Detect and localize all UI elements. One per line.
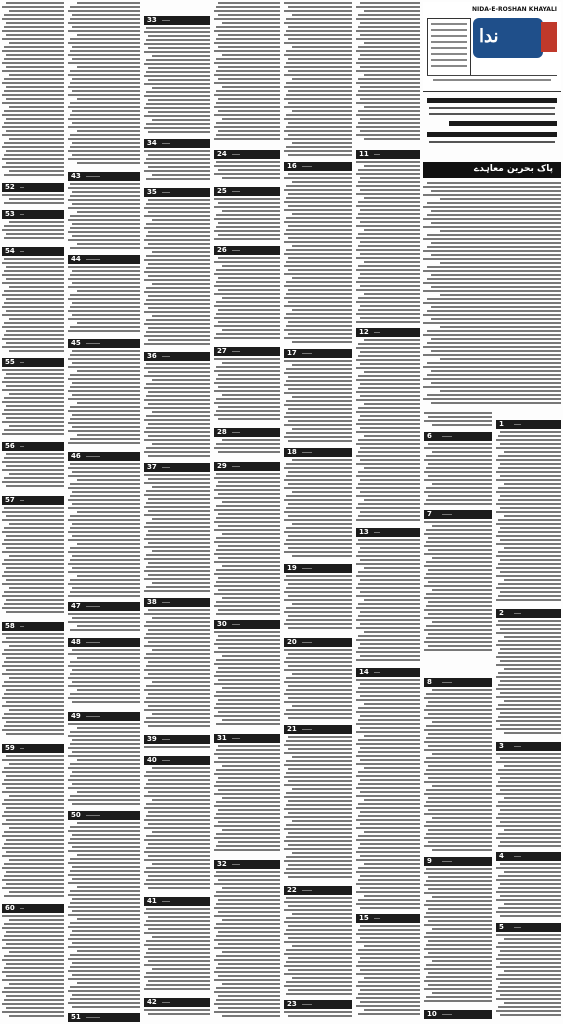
- column-text: [68, 613, 140, 635]
- column-text: [214, 161, 280, 185]
- classified-header: [2, 904, 64, 913]
- column-text: [144, 746, 210, 754]
- classified-column-8: [496, 412, 561, 1022]
- column-text: [144, 199, 210, 351]
- classified-header: [2, 744, 64, 753]
- masthead-info-box: [427, 18, 471, 76]
- classified-header: [214, 246, 280, 255]
- classified-number: 19: [287, 564, 297, 572]
- classified-number: 30: [217, 620, 227, 628]
- column-text: [2, 221, 64, 245]
- classified-header: [68, 1013, 140, 1022]
- classified-header: [214, 150, 280, 159]
- classified-header: [144, 188, 210, 197]
- classified-header: [144, 352, 210, 361]
- column-text: [68, 822, 140, 1012]
- column-text: [214, 631, 280, 731]
- classified-number: 9: [427, 857, 432, 865]
- classified-number: 26: [217, 246, 227, 254]
- newspaper-logo: ندا: [473, 18, 543, 58]
- classified-header: [356, 528, 420, 537]
- column-text: [424, 689, 492, 857]
- column-text: [284, 897, 352, 999]
- column-text: [284, 173, 352, 347]
- classified-number: 6: [427, 432, 432, 440]
- classified-number: 40: [147, 756, 157, 764]
- column-text: [496, 620, 561, 740]
- column-text: [144, 474, 210, 596]
- classified-header: [424, 510, 492, 519]
- classified-header: [284, 162, 352, 171]
- classified-number: 22: [287, 886, 297, 894]
- classified-number: 49: [71, 712, 81, 720]
- column-text: [496, 431, 561, 607]
- classified-number: 41: [147, 897, 157, 905]
- logo-badge: [541, 22, 557, 52]
- column-text: [356, 2, 420, 147]
- editorial-body: [423, 182, 561, 410]
- column-text: [424, 443, 492, 509]
- classified-column-3: [144, 2, 210, 1022]
- column-text: [214, 198, 280, 244]
- classified-header: [424, 1010, 492, 1019]
- column-text: [496, 753, 561, 851]
- classified-number: 31: [217, 734, 227, 742]
- classified-header: [214, 462, 280, 471]
- column-text: [2, 453, 64, 493]
- classified-number: 24: [217, 150, 227, 158]
- classified-column-7: [424, 412, 492, 1022]
- column-text: [2, 369, 64, 439]
- classified-number: 36: [147, 352, 157, 360]
- column-text: [144, 150, 210, 186]
- classified-number: 59: [5, 744, 15, 752]
- classified-header: [496, 923, 561, 932]
- column-text: [356, 161, 420, 327]
- classified-header: [284, 448, 352, 457]
- classified-number: 5: [499, 923, 504, 931]
- column-text: [214, 358, 280, 426]
- column-text: [68, 183, 140, 253]
- classified-header: [68, 712, 140, 721]
- classified-number: 55: [5, 358, 15, 366]
- classified-number: 39: [147, 735, 157, 743]
- classified-column-6: [356, 2, 420, 1022]
- column-text: [214, 473, 280, 619]
- classified-number: 35: [147, 188, 157, 196]
- classified-number: 27: [217, 347, 227, 355]
- classified-number: 46: [71, 452, 81, 460]
- column-text: [144, 363, 210, 461]
- classified-header: [2, 622, 64, 631]
- classified-number: 56: [5, 442, 15, 450]
- classified-number: 25: [217, 187, 227, 195]
- classified-number: 1: [499, 420, 504, 428]
- column-text: [144, 609, 210, 733]
- column-text: [284, 1011, 352, 1022]
- classified-number: 60: [5, 904, 15, 912]
- classified-header: [2, 442, 64, 451]
- classified-number: 11: [359, 150, 369, 158]
- column-text: [144, 908, 210, 996]
- classified-header: [214, 620, 280, 629]
- classified-header: [284, 638, 352, 647]
- classified-number: 32: [217, 860, 227, 868]
- column-text: [2, 194, 64, 208]
- classified-number: 7: [427, 510, 432, 518]
- column-text: [424, 521, 492, 655]
- column-text: [68, 723, 140, 809]
- classified-number: 13: [359, 528, 369, 536]
- classified-number: 23: [287, 1000, 297, 1008]
- classified-header: [2, 210, 64, 219]
- classified-number: 45: [71, 339, 81, 347]
- classified-number: 18: [287, 448, 297, 456]
- classified-header: [214, 347, 280, 356]
- column-text: [356, 539, 420, 667]
- column-text: [284, 736, 352, 884]
- classified-number: 57: [5, 496, 15, 504]
- classified-header: [2, 496, 64, 505]
- classified-header: [2, 247, 64, 256]
- classified-number: 48: [71, 638, 81, 646]
- column-text: [496, 934, 561, 1022]
- column-text: [214, 2, 280, 147]
- classified-number: 28: [217, 428, 227, 436]
- column-text: [214, 871, 280, 1022]
- column-text: [356, 679, 420, 913]
- masthead-english-name: NIDA-E-ROSHAN KHAYALI: [472, 6, 557, 13]
- classified-header: [496, 420, 561, 429]
- classified-header: [68, 638, 140, 647]
- column-text: [144, 767, 210, 895]
- classified-header: [424, 678, 492, 687]
- classified-number: 8: [427, 678, 432, 686]
- classified-number: 47: [71, 602, 81, 610]
- classified-header: [356, 914, 420, 923]
- classified-column-4: [214, 2, 280, 1022]
- classified-header: [144, 16, 210, 25]
- classified-header: [356, 150, 420, 159]
- classified-number: 2: [499, 609, 504, 617]
- classified-number: 58: [5, 622, 15, 630]
- classified-header: [284, 1000, 352, 1009]
- classified-header: [144, 139, 210, 148]
- classified-header: [356, 328, 420, 337]
- editorial-credits: [423, 92, 561, 160]
- classified-column-1: [2, 2, 64, 1022]
- column-text: [284, 649, 352, 723]
- column-text: [356, 925, 420, 1022]
- classified-header: [144, 735, 210, 744]
- classified-number: 17: [287, 349, 297, 357]
- classified-number: 10: [427, 1010, 437, 1018]
- masthead: [423, 2, 561, 90]
- classified-number: 16: [287, 162, 297, 170]
- classified-number: 20: [287, 638, 297, 646]
- classified-header: [284, 725, 352, 734]
- classified-header: [214, 187, 280, 196]
- classified-header: [144, 598, 210, 607]
- column-text: [144, 1009, 210, 1022]
- masthead-footer-line: [427, 75, 557, 86]
- column-text: [214, 257, 280, 345]
- column-text: [214, 745, 280, 857]
- classified-number: 51: [71, 1013, 81, 1021]
- classified-number: 44: [71, 255, 81, 263]
- classified-header: [144, 756, 210, 765]
- editorial-title: پاک بحرین معاہدے: [474, 164, 553, 174]
- classified-header: [424, 857, 492, 866]
- classified-number: 12: [359, 328, 369, 336]
- column-text: [284, 360, 352, 446]
- classified-header: [68, 452, 140, 461]
- classified-header: [214, 734, 280, 743]
- editorial-title-bar: [423, 162, 561, 178]
- classified-header: [68, 811, 140, 820]
- classified-number: 38: [147, 598, 157, 606]
- classified-header: [284, 886, 352, 895]
- classified-header: [496, 852, 561, 861]
- column-text: [2, 507, 64, 619]
- classified-number: 54: [5, 247, 15, 255]
- classified-number: 37: [147, 463, 157, 471]
- classified-number: 29: [217, 462, 227, 470]
- classified-header: [496, 609, 561, 618]
- classified-header: [496, 742, 561, 751]
- column-text: [424, 868, 492, 1008]
- classified-number: 34: [147, 139, 157, 147]
- classified-header: [2, 358, 64, 367]
- classified-number: 15: [359, 914, 369, 922]
- classified-number: 52: [5, 183, 15, 191]
- column-text: [284, 459, 352, 563]
- classified-header: [68, 172, 140, 181]
- classified-header: [424, 432, 492, 441]
- classified-header: [144, 463, 210, 472]
- column-text: [2, 2, 64, 182]
- classified-number: 50: [71, 811, 81, 819]
- classified-header: [214, 428, 280, 437]
- column-text: [214, 439, 280, 459]
- classified-number: 42: [147, 998, 157, 1006]
- classified-number: 43: [71, 172, 81, 180]
- column-text: [496, 863, 561, 921]
- column-text: [68, 266, 140, 336]
- classified-header: [214, 860, 280, 869]
- column-text: [2, 915, 64, 1022]
- classified-header: [144, 897, 210, 906]
- classified-header: [356, 668, 420, 677]
- column-text: [424, 412, 492, 430]
- column-text: [68, 350, 140, 450]
- column-text: [68, 2, 140, 170]
- classified-number: 3: [499, 742, 504, 750]
- classified-column-2: [68, 2, 140, 1022]
- classified-number: 14: [359, 668, 369, 676]
- column-text: [2, 258, 64, 356]
- classified-header: [68, 339, 140, 348]
- classified-header: [284, 349, 352, 358]
- classified-number: 4: [499, 852, 504, 860]
- classified-number: 33: [147, 16, 157, 24]
- classified-column-5: [284, 2, 352, 1022]
- column-text: [424, 1021, 492, 1022]
- column-text: [68, 463, 140, 601]
- classified-header: [68, 602, 140, 611]
- classified-header: [144, 998, 210, 1007]
- column-text: [68, 649, 140, 709]
- column-text: [356, 339, 420, 527]
- classified-number: 53: [5, 210, 15, 218]
- column-text: [284, 2, 352, 160]
- column-text: [2, 633, 64, 741]
- column-text: [284, 575, 352, 635]
- classified-header: [2, 183, 64, 192]
- classified-header: [68, 255, 140, 264]
- column-text: [2, 755, 64, 902]
- classified-number: 21: [287, 725, 297, 733]
- column-text: [144, 27, 210, 137]
- classified-header: [284, 564, 352, 573]
